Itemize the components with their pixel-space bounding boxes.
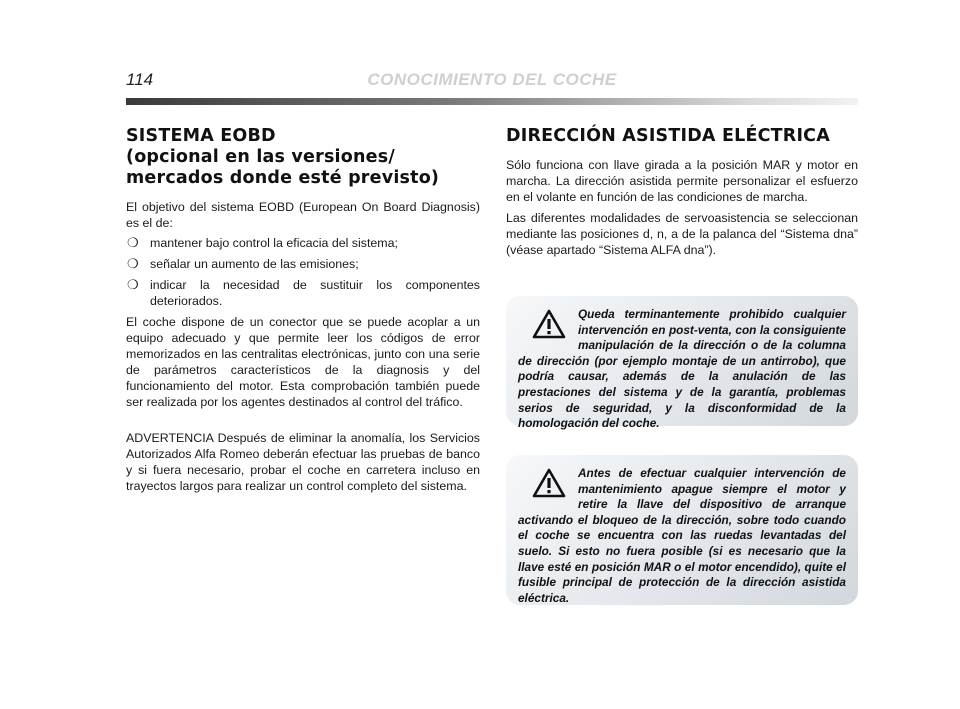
- warning-text-1: Queda terminantemente prohibido cualquier intervención en post-venta, con la consiguiente manipulación de la dirección o de la columna de dirección (por ejemplo montaje de un antirrobo), que podría causar, además de la anulación de las prestaciones del sistema y de la garantía, problemas serios de seguridad, y la disconformidad de la homologación del coche.: [518, 307, 846, 431]
- eobd-title-line: (opcional en las versiones/: [126, 147, 395, 167]
- eobd-body: El coche dispone de un conector que se puede acoplar a un equipo adecuado y que permite leer los códigos de error memorizados en las centralitas electrónicas, junto con una serie de parámetros característicos de la diagnosis y del funcionamiento del motor. Esta comprobación también puede ser realizada por los agentes destinados al control del tráfico.: [126, 315, 480, 409]
- header-rule: [126, 98, 858, 105]
- eobd-title-line: SISTEMA EOBD: [126, 126, 276, 146]
- steering-para-1: Sólo funciona con llave girada a la posición MAR y motor en marcha. La dirección asistida permite personalizar el esfuerzo en el volante en función de las condiciones de marcha.: [506, 158, 858, 204]
- right-column: [506, 126, 858, 258]
- warning-box-2: [506, 455, 858, 605]
- left-column: [126, 126, 480, 494]
- warning-box-1: [506, 296, 858, 431]
- list-item: ❍ señalar un aumento de las emisiones;: [127, 256, 359, 271]
- eobd-title-line: mercados donde esté previsto): [126, 168, 440, 188]
- eobd-advertencia: ADVERTENCIA Después de eliminar la anomalía, los Servicios Autorizados Alfa Romeo deberán efectuar las pruebas de banco y si fuera necesario, probar el coche en carretera incluso en trayectos largos para realizar un control completo del sistema.: [126, 431, 480, 493]
- warning-triangle-icon: [532, 309, 566, 339]
- page-header: [126, 70, 858, 110]
- circle-bullet-icon: ❍: [127, 256, 139, 271]
- section-title: CONOCIMIENTO DEL COCHE: [367, 70, 617, 89]
- steering-title: DIRECCIÓN ASISTIDA ELÉCTRICA: [506, 126, 830, 146]
- circle-bullet-icon: ❍: [127, 277, 139, 292]
- warning-text-2: Antes de efectuar cualquier intervención de mantenimiento apague siempre el motor y retire la llave del dispositivo de arranque activando el bloqueo de la dirección, sobre todo cuando el coche se encuentra con las ruedas levantadas del suelo. Si esto no fuera posible (si es necesario que la llave esté en posición MAR o el motor encendido), quite el fusible principal de protección de la dirección asistida eléctrica.: [518, 466, 846, 605]
- eobd-bullet-list: [126, 235, 480, 309]
- page-number: 114: [126, 70, 154, 89]
- list-item: ❍ mantener bajo control la eficacia del sistema;: [127, 235, 398, 250]
- eobd-title: [126, 126, 480, 189]
- warning-triangle-icon: [532, 468, 566, 498]
- list-item: ❍ indicar la necesidad de sustituir los componentes deteriorados.: [127, 277, 480, 308]
- circle-bullet-icon: ❍: [127, 235, 139, 250]
- eobd-intro: El objetivo del sistema EOBD (European On Board Diagnosis) es el de:: [126, 200, 480, 230]
- steering-para-2: Las diferentes modalidades de servoasistencia se seleccionan mediante las posiciones d, n, a de la palanca del “Sistema dna” (véase apartado “Sistema ALFA dna”).: [506, 211, 858, 257]
